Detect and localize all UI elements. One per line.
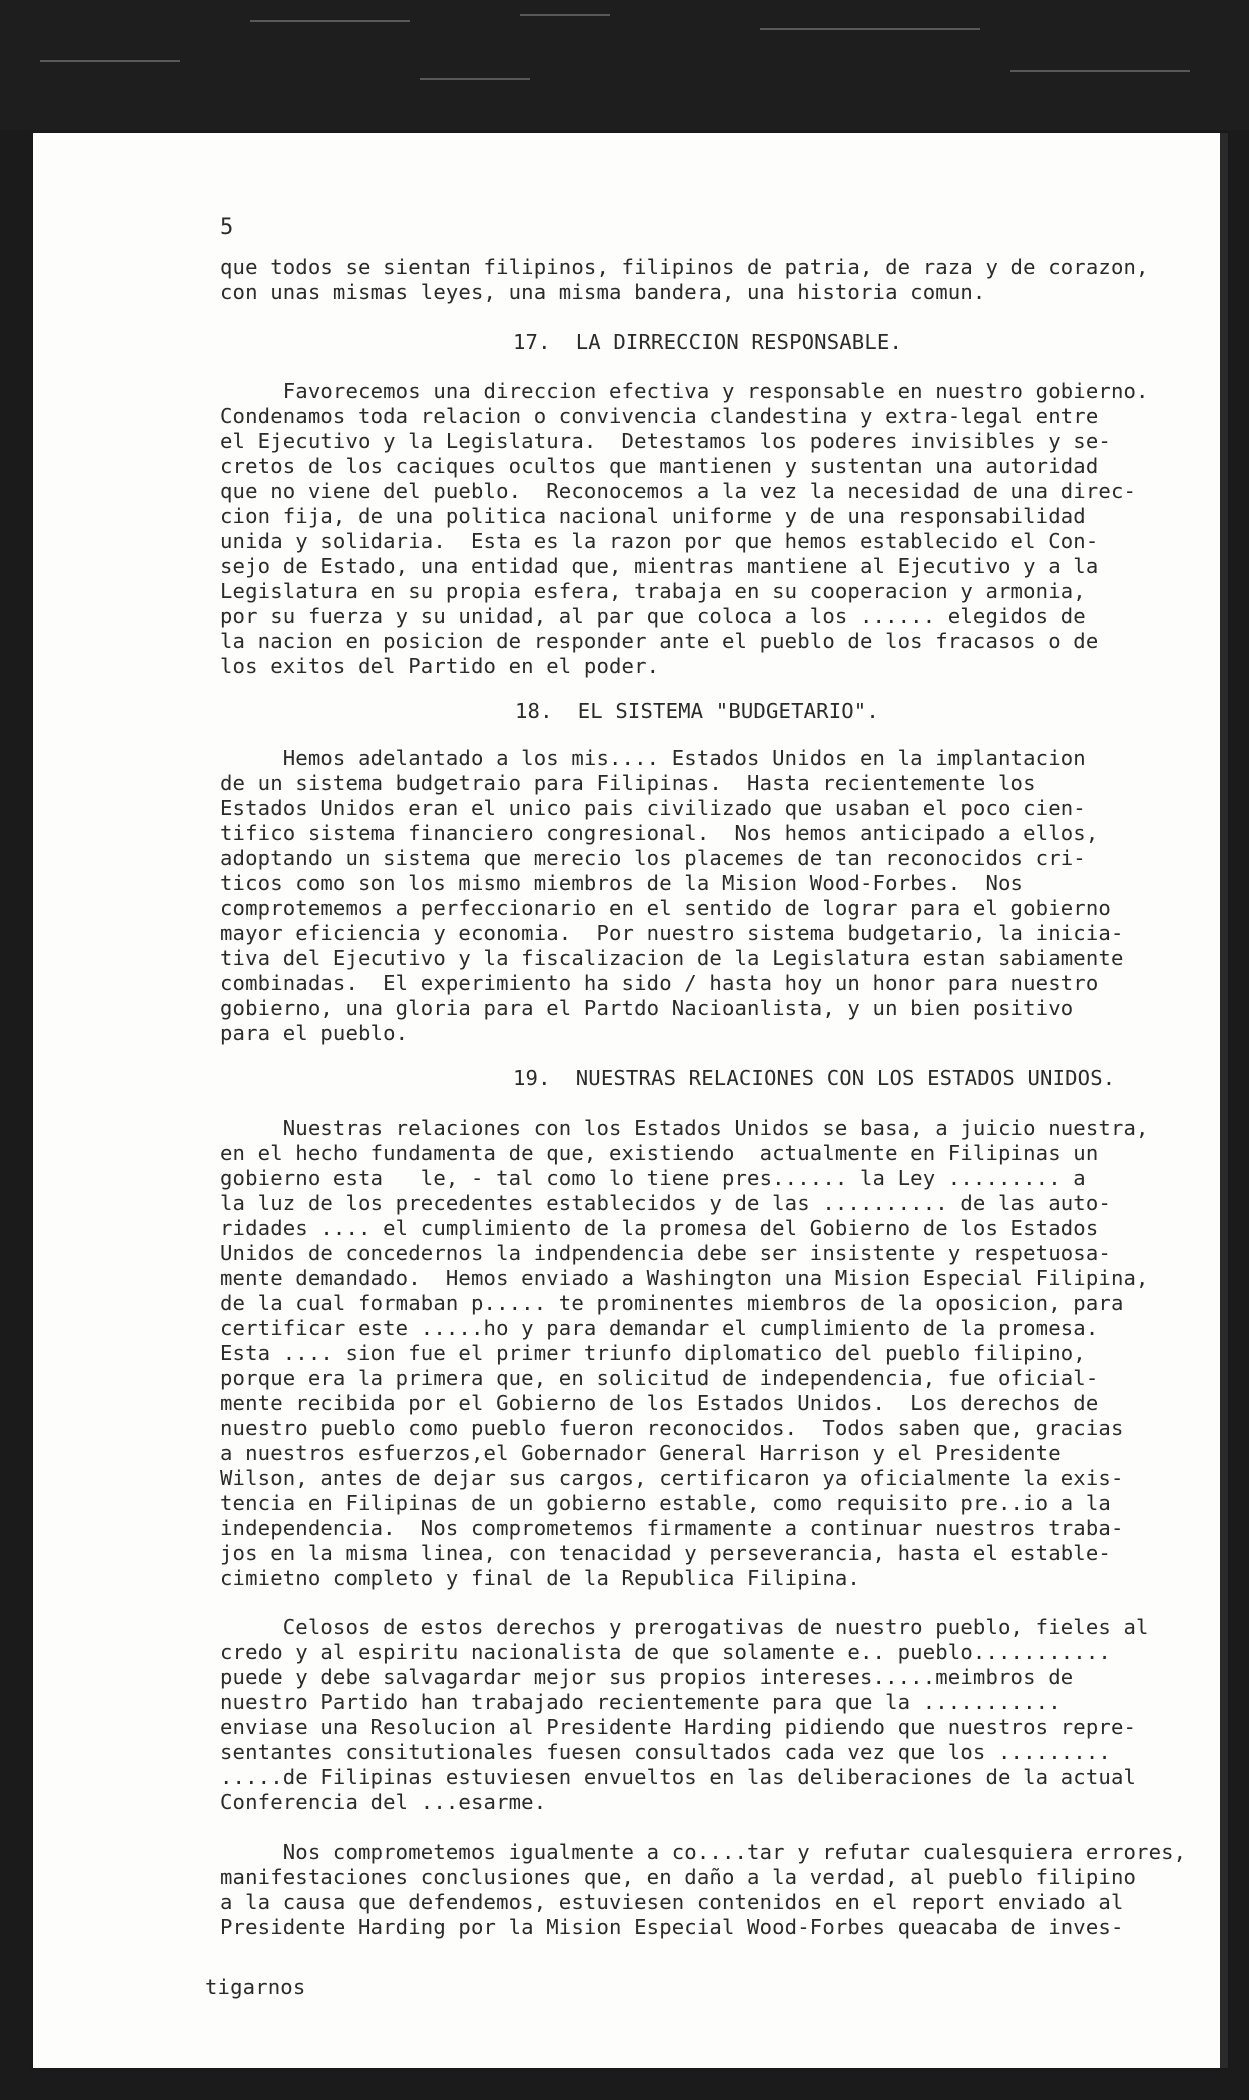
section-17-line: por su fuerza y su unidad, al par que coloca a los ...... elegidos de [220, 604, 1086, 628]
section-19-line: tencia en Filipinas de un gobierno estable, como requisito pre..io a la [220, 1491, 1111, 1515]
section-17-line: cretos de los caciques ocultos que mantienen y sustentan una autoridad [220, 454, 1099, 478]
film-scratch [420, 78, 530, 80]
section-18-line: combinadas. El experimiento ha sido / hasta hoy un honor para nuestro [220, 971, 1099, 995]
catchword: tigarnos [205, 1975, 306, 1999]
section-17-heading: 17. LA DIRRECCION RESPONSABLE. [513, 330, 903, 354]
section-18-line: Hemos adelantado a los mis.... Estados Unidos en la implantacion [220, 746, 1086, 770]
section-18-line: comprotememos a perfeccionario en el sentido de lograr para el gobierno [220, 896, 1111, 920]
section-19-line: ridades .... el cumplimiento de la promesa del Gobierno de los Estados [220, 1216, 1099, 1240]
section-19-line: Celosos de estos derechos y prerogativas de nuestro pueblo, fieles al [220, 1615, 1149, 1639]
section-19-line: Conferencia del ...esarme. [220, 1790, 547, 1814]
section-19-line: sentantes consitutionales fuesen consultados cada vez que los ......... [220, 1740, 1111, 1764]
section-17-line: sejo de Estado, una entidad que, mientras mantiene al Ejecutivo y a la [220, 554, 1099, 578]
section-18-line: mayor eficiencia y economia. Por nuestro sistema budgetario, la inicia- [220, 921, 1124, 945]
section-19-line: porque era la primera que, en solicitud de independencia, fue oficial- [220, 1366, 1099, 1390]
section-19-line: .....de Filipinas estuviesen envueltos en las deliberaciones de la actual [220, 1765, 1137, 1789]
section-19-line: Unidos de concedernos la indpendencia debe ser insistente y respetuosa- [220, 1241, 1111, 1265]
section-19-line: mente demandado. Hemos enviado a Washington una Mision Especial Filipina, [220, 1266, 1149, 1290]
section-19-line: manifestaciones conclusiones que, en daño a la verdad, al pueblo filipino [220, 1865, 1137, 1889]
film-scratch [520, 14, 610, 16]
section-18-line: para el pueblo. [220, 1021, 409, 1045]
section-17-line: que no viene del pueblo. Reconocemos a la vez la necesidad de una direc- [220, 479, 1137, 503]
section-17-line: Favorecemos una direccion efectiva y responsable en nuestro gobierno. [220, 379, 1149, 403]
section-18-line: de un sistema budgetraio para Filipinas. Hasta recientemente los [220, 771, 1036, 795]
film-scratch [40, 60, 180, 62]
film-border-top [0, 0, 1249, 130]
section-19-line: credo y al espiritu nacionalista de que solamente e.. pueblo........... [220, 1640, 1111, 1664]
section-18-line: tifico sistema financiero congresional. Nos hemos anticipado a ellos, [220, 821, 1099, 845]
section-19-line: en el hecho fundamenta de que, existiendo actualmente en Filipinas un [220, 1141, 1099, 1165]
intro-line: con unas mismas leyes, una misma bandera, una historia comun. [220, 280, 986, 304]
section-19-line: cimietno completo y final de la Republica Filipina. [220, 1566, 860, 1590]
section-19-line: Presidente Harding por la Mision Especial Wood-Forbes queacaba de inves- [220, 1915, 1124, 1939]
section-19-line: Esta .... sion fue el primer triunfo diplomatico del pueblo filipino, [220, 1341, 1086, 1365]
section-19-line: Nuestras relaciones con los Estados Unidos se basa, a juicio nuestra, [220, 1116, 1149, 1140]
section-17-line: cion fija, de una politica nacional uniforme y de una responsabilidad [220, 504, 1086, 528]
section-19-line: nuestro pueblo como pueblo fueron reconocidos. Todos saben que, gracias [220, 1416, 1124, 1440]
section-19-line: a la causa que defendemos, estuviesen contenidos en el report enviado al [220, 1890, 1124, 1914]
section-18-line: tiva del Ejecutivo y la fiscalizacion de la Legislatura estan sabiamente [220, 946, 1124, 970]
section-18-heading: 18. EL SISTEMA "BUDGETARIO". [515, 699, 879, 723]
section-17-line: la nacion en posicion de responder ante el pueblo de los fracasos o de [220, 629, 1099, 653]
film-scratch [760, 28, 980, 30]
section-19-line: enviase una Resolucion al Presidente Harding pidiendo que nuestros repre- [220, 1715, 1137, 1739]
page-number: 5 [220, 215, 234, 240]
film-scratch [1010, 70, 1190, 72]
section-18-line: gobierno, una gloria para el Partdo Nacioanlista, y un bien positivo [220, 996, 1074, 1020]
section-19-line: de la cual formaban p..... te prominentes miembros de la oposicion, para [220, 1291, 1124, 1315]
page-edge [1220, 133, 1228, 2068]
section-19-line: a nuestros esfuerzos,el Gobernador General Harrison y el Presidente [220, 1441, 1061, 1465]
intro-line: que todos se sientan filipinos, filipinos de patria, de raza y de corazon, [220, 255, 1149, 279]
section-19-line: mente recibida por el Gobierno de los Estados Unidos. Los derechos de [220, 1391, 1099, 1415]
section-19-line: puede y debe salvagardar mejor sus propios intereses.....meimbros de [220, 1665, 1074, 1689]
section-17-line: unida y solidaria. Esta es la razon por que hemos establecido el Con- [220, 529, 1099, 553]
section-19-line: independencia. Nos comprometemos firmamente a continuar nuestros traba- [220, 1516, 1124, 1540]
section-19-line: Wilson, antes de dejar sus cargos, certificaron ya oficialmente la exis- [220, 1466, 1124, 1490]
section-19-heading: 19. NUESTRAS RELACIONES CON LOS ESTADOS UNIDOS. [513, 1066, 1116, 1090]
section-19-line: la luz de los precedentes establecidos y de las .......... de las auto- [220, 1191, 1111, 1215]
document-page [33, 133, 1228, 2068]
section-19-line: Nos comprometemos igualmente a co....tar y refutar cualesquiera errores, [220, 1840, 1187, 1864]
section-18-line: adoptando un sistema que merecio los placemes de tan reconocidos cri- [220, 846, 1086, 870]
section-18-line: ticos como son los mismo miembros de la Mision Wood-Forbes. Nos [220, 871, 1024, 895]
section-17-line: Condenamos toda relacion o convivencia clandestina y extra-legal entre [220, 404, 1099, 428]
section-17-line: el Ejecutivo y la Legislatura. Detestamos los poderes invisibles y se- [220, 429, 1111, 453]
section-17-line: Legislatura en su propia esfera, trabaja en su cooperacion y armonia, [220, 579, 1086, 603]
section-19-line: jos en la misma linea, con tenacidad y perseverancia, hasta el estable- [220, 1541, 1111, 1565]
section-17-line: los exitos del Partido en el poder. [220, 654, 660, 678]
section-19-line: certificar este .....ho y para demandar el cumplimiento de la promesa. [220, 1316, 1099, 1340]
section-18-line: Estados Unidos eran el unico pais civilizado que usaban el poco cien- [220, 796, 1086, 820]
section-19-line: nuestro Partido han trabajado recientemente para que la ........... [220, 1690, 1061, 1714]
film-scratch [250, 20, 410, 22]
section-19-line: gobierno esta le, - tal como lo tiene pres...... la Ley ......... a [220, 1166, 1086, 1190]
